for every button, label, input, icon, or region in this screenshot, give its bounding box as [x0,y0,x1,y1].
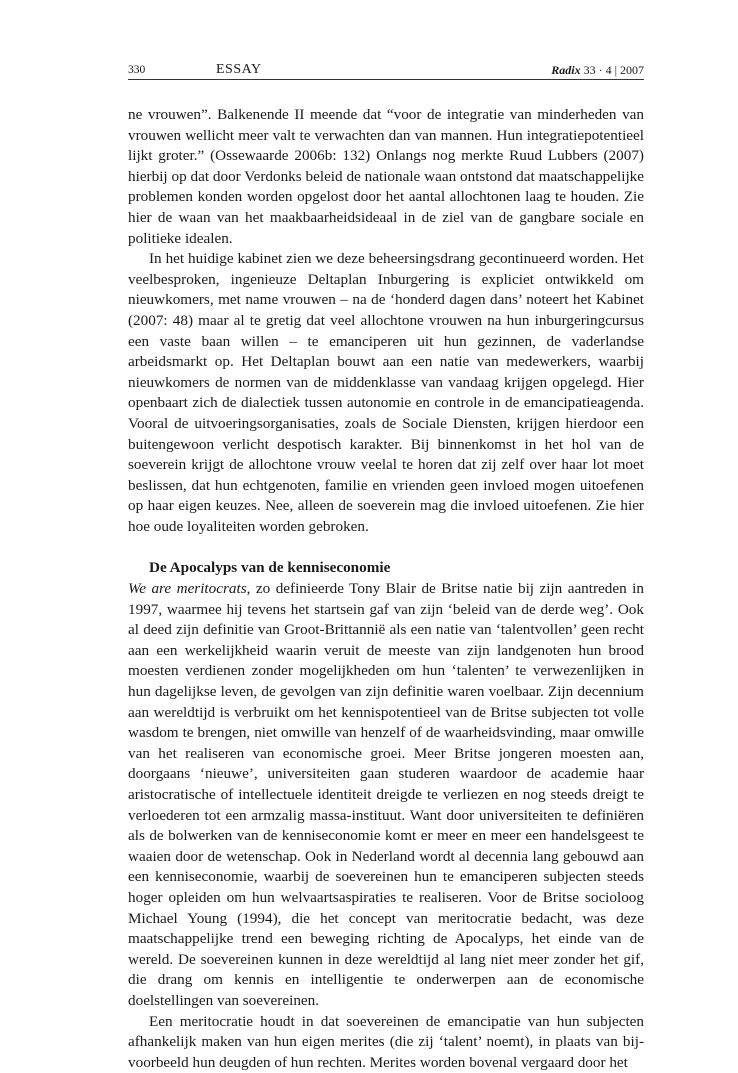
lead-italic-phrase: We are meritocrats [128,580,247,598]
page-number: 330 [128,64,146,76]
paragraph: In het huidige kabinet zien we deze beheersingsdrang gecontinueerd worden. Het veelbesproken, ingenieuze Deltaplan Inburgering is expliciet ontwikkeld om nieuwkomers, met name vrouwen – na de ‘honderd dagen dans’ noteert het Kabinet (2007: 48) maar al te gretig dat veel allochtone vrouwen na hun inburgeringcursus een vaste baan willen – te emanciperen uit hun gezinnen, de vaderlandse arbeidsmarkt op. Het Deltaplan bouwt aan een natie van medewerkers, waarbij nieuwkomers de normen van de middenklasse van vandaag krijgen opgelegd. Hier openbaart zich de dialectiek tussen autonomie en controle in de emancipatieagenda. Vooral de uitvoeringsorganisaties, zoals de Sociale Diensten, krijgen hierdoor een buitengewoon verlicht despotisch karakter. Bij binnenkomst in het hol van de soeverein krijgt de allochtone vrouw veelal te horen dat zij zelf over haar lot moet beslissen, dat hun echtgenoten, familie en vrienden geen invloed mogen uitoefenen op haar eigen keuzes. Nee, alleen de soeverein mag die invloed uitoefenen. Zie hier hoe oude loyaliteiten worden gebroken. [128,250,644,535]
running-header [128,62,644,80]
lead-paragraph-text: , zo definieerde Tony Blair de Britse natie bij zijn aantreden in 1997, waarmee hij tevens het startsein gaf van zijn ‘beleid van de derde weg’. Ook al deed zijn definitie van Groot-Brittannië als een natie van ‘talentvollen’ geen recht aan een werkelijkheid waarin veruit de meeste van zijn landgenoten hun brood moesten verdienen zonder mogelijkheden om hun ‘talenten’ te verwezenlijken in hun dagelijkse leven, de gevolgen van zijn definitie waren voelbaar. Zijn decennium aan wereldtijd is verbruikt om het kennispotentieel van de Britse subjecten tot volle wasdom te brengen, niet omwille van henzelf of de waarheidsvinding, maar omwille van het realiseren van economische groei. Meer Britse jongeren moesten aan, doorgaans ‘nieuwe’, universiteiten gaan studeren waardoor de academie haar aristocratische of intellectuele identiteit dreigde te verliezen en nog steeds dreigt te verloederen tot een armzalig massa-instituut. Want door universiteiten te definiëren als de bolwerken van de kenniseconomie komt er meer en meer een handelsgeest te waaien door de wetenschap. Ook in Nederland wordt al decennia lang gebouwd aan een kenniseconomie, waarbij de soevereinen hun te emanciperen subjecten steeds hoger opleiden om hun welvaartsaspiraties te realiseren. Voor de Britse socioloog Michael Young (1994), die het concept van meritocratie bedacht, was deze maatschappelijke trend een beweging richting de Apocalyps, het einde van de wereld. De soevereinen kunnen in deze wereldtijd al lang niet meer zonder het gif, die drang om kennis en intelligentie te onderwerpen aan de economische doelstellingen van soevereinen. [128,580,644,1009]
journal-reference [551,63,644,78]
journal-issue: 33 · 4 | 2007 [583,63,644,77]
article-body [128,105,644,1073]
header-rule [128,79,644,80]
paragraph-continued: ne vrouwen”. Balkenende II meende dat “voor de integratie van minderheden van vrouwen wellicht meer valt te verwachten dan van mannen. Hun integratiepotentieel lijkt groter.” (Ossewaarde 2006b: 132) Onlangs nog merkte Ruud Lubbers (2007) hierbij op dat door Verdonks beleid de nationale waan ontstond dat maatschappelijke problemen konden worden opgelost door het aantal allochtonen laag te houden. Zie hier de waan van het maakbaarheidsideaal in de ziel van de gangbare sociale en politieke idealen. [128,106,644,247]
section-heading: De Apocalyps van de kenniseconomie [149,559,391,577]
section-first-paragraph [128,579,644,1011]
section-label: ESSAY [216,62,262,77]
paragraph: Een meritocratie houdt in dat soevereinen de emancipatie van hun subjecten afhankelijk maken van hun eigen merites (die zij ‘talent’ noemt), in plaats van bijvoorbeeld hun deugden of hun rechten. Merites worden bovenal vergaard door het [128,1012,644,1071]
journal-name: Radix [551,63,581,77]
